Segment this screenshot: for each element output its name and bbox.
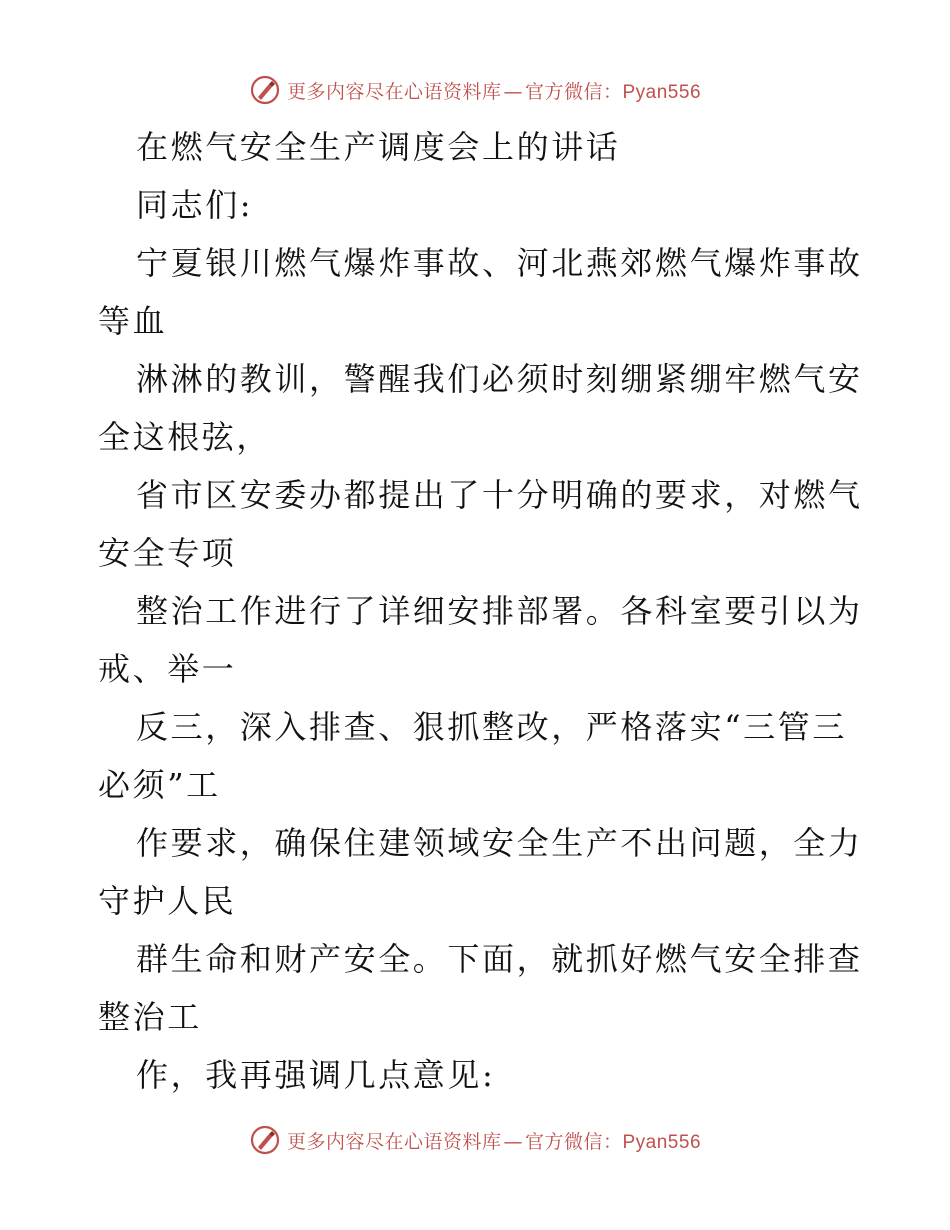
watermark-label: 官方微信： (524, 1130, 623, 1153)
paragraph-line: 作要求，确保住建领域安全生产不出问题，全力 (136, 824, 863, 862)
paragraph-line: 守护人民 (98, 882, 237, 920)
pen-circle-logo-icon (249, 74, 281, 106)
paragraph-line: 戒、举一 (98, 650, 237, 688)
document-body (98, 118, 863, 1104)
paragraph-line: 淋淋的教训，警醒我们必须时刻绷紧绷牢燃气安 (136, 360, 863, 398)
paragraph-line: 安全专项 (98, 534, 237, 572)
paragraph-line: 反三，深入排查、狠抓整改，严格落实“三管三 (136, 708, 847, 746)
watermark-handle: Pyan556 (622, 81, 702, 103)
footer-watermark (0, 1120, 950, 1160)
header-watermark (0, 70, 950, 110)
watermark-text (287, 77, 701, 104)
paragraph-line: 整治工 (98, 998, 202, 1036)
document-title: 在燃气安全生产调度会上的讲话 (136, 128, 621, 166)
pen-circle-logo-icon (249, 1124, 281, 1156)
watermark-brand: 更多内容尽在心语资料库 (286, 1130, 502, 1153)
watermark-separator: — (503, 80, 523, 103)
watermark-label: 官方微信： (524, 80, 623, 103)
watermark-separator: — (503, 1130, 523, 1153)
paragraph-line: 等血 (98, 302, 168, 340)
salutation: 同志们: (136, 186, 254, 224)
paragraph-line: 必须”工 (98, 766, 221, 804)
paragraph-line: 全这根弦， (98, 418, 272, 456)
paragraph-line: 宁夏银川燃气爆炸事故、河北燕郊燃气爆炸事故 (136, 244, 863, 282)
paragraph-line: 作，我再强调几点意见: (136, 1056, 496, 1094)
paragraph-line: 整治工作进行了详细安排部署。各科室要引以为 (136, 592, 863, 630)
watermark-handle: Pyan556 (622, 1131, 702, 1153)
watermark-text (287, 1127, 701, 1154)
paragraph-line: 群生命和财产安全。下面，就抓好燃气安全排查 (136, 940, 863, 978)
paragraph-line: 省市区安委办都提出了十分明确的要求，对燃气 (136, 476, 863, 514)
watermark-brand: 更多内容尽在心语资料库 (286, 80, 502, 103)
